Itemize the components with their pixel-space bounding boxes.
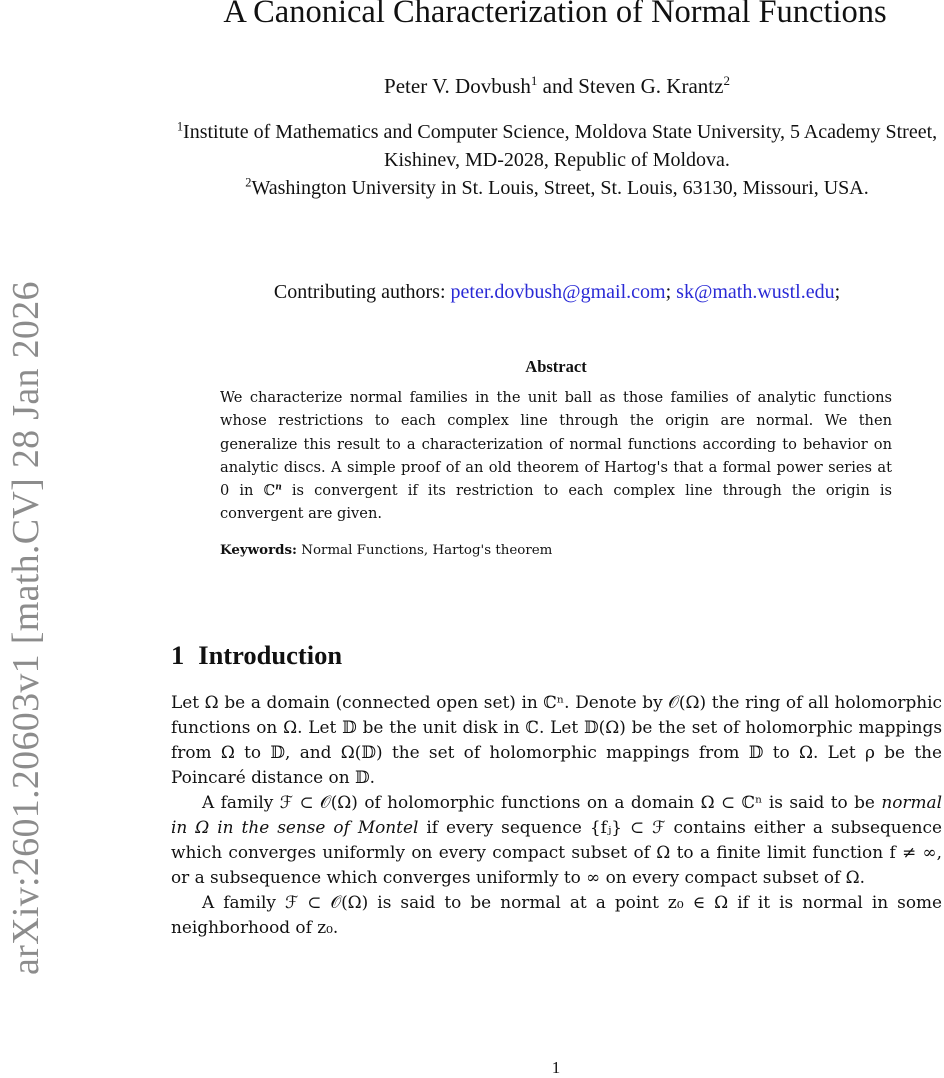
section-heading (171, 640, 342, 671)
contributing-label: Contributing authors: (273, 281, 451, 303)
keywords-label: Keywords: (220, 542, 298, 558)
affiliation: $^2$Washington University in St. Louis, Street, St. Louis, 63130, Missouri, USA. (245, 175, 869, 199)
paper-title: A Canonical Characterization of Normal Functions (223, 0, 887, 30)
contributing-authors: Contributing authors: peter.dovbush@gmail.com; sk@math.wustl.edu; (273, 281, 841, 303)
section-title: Introduction (198, 640, 343, 670)
affiliation: $^1$Institute of Mathematics and Computer Science, Moldova State University, 5 Academy Street, Kishinev, MD-2028, Republic of Moldova. (176, 119, 938, 171)
section-body (171, 690, 942, 940)
author-name: Peter V. Dovbush (384, 74, 531, 98)
affiliation-marker: 2 (723, 73, 730, 89)
affiliation-marker: 1 (176, 119, 184, 134)
emphasis: normal in Ω in the sense of Montel (171, 792, 942, 837)
arxiv-identifier-stamp: arXiv:2601.20603v1 [math.CV] 28 Jan 2026 (5, 281, 47, 975)
affiliation-marker: 1 (530, 73, 538, 89)
complex-space-symbol: ℂ$^n$ (263, 482, 282, 500)
abstract-heading: Abstract (525, 357, 587, 376)
keywords-text: Normal Functions, Hartog's theorem (297, 543, 553, 558)
abstract-text: We characterize normal families in the unit ball as those families of analytic functions whose restrictions to each complex line through the origin are normal. We then generalize this result to a characterization of normal functions according to behavior on analytic discs. A simple proof of an old theorem of Hartog's that a formal power series at 0 in ℂ$^n$ is convergent if its restriction to each complex line through the origin is convergent are given. (220, 389, 892, 523)
paragraph: A family ℱ ⊂ 𝒪(Ω) of holomorphic functions on a domain Ω ⊂ ℂⁿ is said to be normal in Ω in the sense of Montel if every sequence {fⱼ} ⊂ ℱ contains either a subsequence which converges uniformly on every compact subset of Ω to a finite limit function f ≠ ∞, or a subsequence which converges uniformly to ∞ on every compact subset of Ω. (171, 792, 942, 887)
section-number: 1 (171, 640, 185, 670)
affiliation-marker: 2 (245, 175, 252, 190)
email-link[interactable]: peter.dovbush@gmail.com (450, 281, 666, 303)
affiliations (172, 118, 942, 202)
author-name: Steven G. Krantz (578, 74, 724, 98)
paragraph: A family ℱ ⊂ 𝒪(Ω) is said to be normal at a point z₀ ∈ Ω if it is normal in some neighborhood of z₀. (171, 892, 942, 937)
email-link[interactable]: sk@math.wustl.edu (676, 281, 835, 303)
paragraph: Let Ω be a domain (connected open set) in ℂⁿ. Denote by 𝒪(Ω) the ring of all holomorphic functions on Ω. Let 𝔻 be the unit disk in ℂ. Let 𝔻(Ω) be the set of holomorphic mappings from Ω to 𝔻, and Ω(𝔻) the set of holomorphic mappings from 𝔻 to Ω. Let ρ be the Poincaré distance on 𝔻. (171, 692, 942, 787)
keywords (220, 542, 892, 558)
page-number: 1 (551, 1058, 561, 1077)
author-line (172, 74, 942, 99)
author-conjunction: and (537, 74, 579, 98)
